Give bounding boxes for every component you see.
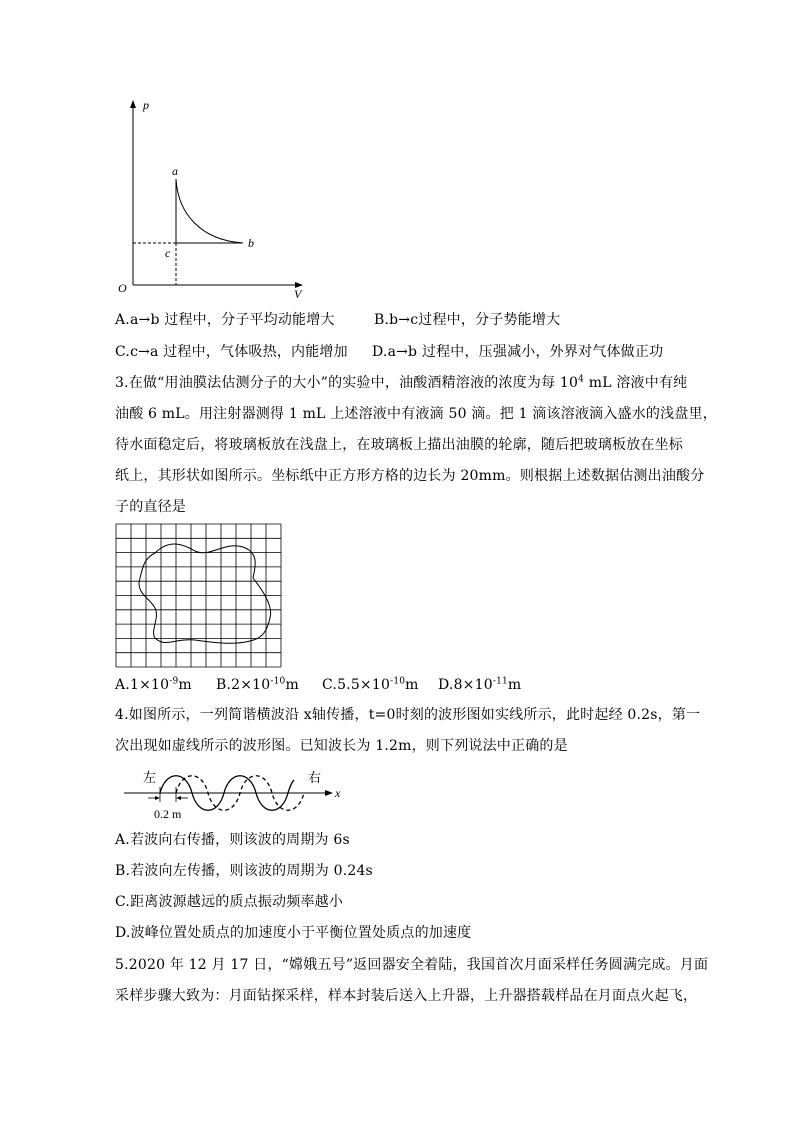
wave-shift-label: 0.2 m: [154, 807, 182, 821]
q3-line-1: [115, 373, 687, 393]
q4-option-d: D.波峰位置处质点的加速度小于平衡位置处质点的加速度: [115, 925, 472, 941]
wave-right-label: 右: [308, 770, 322, 785]
pv-graph: [110, 95, 310, 300]
q4-option-a: A.若波向右传播，则该波的周期为 6s: [115, 832, 350, 848]
point-c-label: c: [165, 246, 171, 260]
origin-label: O: [118, 281, 127, 295]
q2-option-a: A.a→b 过程中，分子平均动能增大: [115, 312, 335, 328]
point-a-label: a: [172, 164, 178, 178]
q3-line1-post: mL 溶液中有纯: [584, 375, 688, 391]
wave-figure: [120, 760, 350, 822]
q3-line-2: 油酸 6 mL。用注射器测得 1 mL 上述溶液中有液滴 50 滴。把 1 滴该溶液滴入盛水的浅盘里，: [115, 406, 717, 422]
v-axis-label: V: [294, 287, 302, 300]
q2-option-b: B.b→c过程中，分子势能增大: [374, 312, 561, 328]
q3-option-c: $C.5.5\times 10^{-10}m$: [322, 676, 419, 693]
shift-arrowhead-right: [176, 796, 181, 800]
q5-line-2: 采样步骤大致为：月面钻探采样，样本封装后送入上升器，上升器搭载样品在月面点火起飞，: [115, 988, 698, 1004]
q3-line-5: 子的直径是: [115, 499, 186, 515]
q4-option-b: B.若波向左传播，则该波的周期为 0.24s: [115, 863, 373, 879]
q2-option-d: D.a→b 过程中，压强减小，外界对气体做正功: [372, 344, 664, 360]
p-axis-label: p: [143, 98, 149, 112]
q3-line1-sup: 4: [578, 374, 585, 385]
wave-left-label: 左: [143, 770, 157, 785]
q3-line-3: 待水面稳定后，将玻璃板放在浅盘上，在玻璃板上描出油膜的轮廓，随后把玻璃板放在坐标: [115, 437, 683, 453]
q5-line-1: 5.2020 年 12 月 17 日，“嫦娥五号”返回器安全着陆，我国首次月面采样任务圆满完成。月面: [115, 957, 709, 973]
wave-x-arrow: [325, 790, 333, 796]
q3-option-a: $A.1\times 10^{-9}m$: [115, 676, 192, 693]
q3-option-b: $B.2\times 10^{-10}m$: [216, 676, 299, 693]
isotherm-curve-ab: [176, 179, 243, 243]
p-axis-arrow: [130, 100, 136, 108]
q3-line-4: 纸上，其形状如图所示。坐标纸中正方形方格的边长为 20mm。则根据上述数据估测出油酸分: [115, 468, 705, 484]
q4-line-2: 次出现如虚线所示的波形图。已知波长为 1.2m，则下列说法中正确的是: [115, 738, 568, 754]
point-b-label: b: [248, 236, 254, 250]
q4-option-c: C.距离波源越远的质点振动频率越小: [115, 894, 344, 910]
wave-x-label: x: [335, 786, 341, 800]
q3-option-d: $D.8\times 10^{-11}m$: [438, 676, 522, 693]
shift-arrowhead-left: [155, 796, 160, 800]
oil-film-grid: [115, 523, 282, 668]
q4-line-1: 4.如图所示，一列简谐横波沿 x轴传播，t=0时刻的波形图如实线所示，此时起经 0.2s，第一: [115, 707, 701, 723]
q3-line1-pre: 3.在做“用油膜法估测分子的大小”的实验中，油酸酒精溶液的浓度为每 10: [115, 375, 579, 391]
q2-option-c: C.c→a 过程中，气体吸热，内能增加: [115, 344, 348, 360]
grid-lines: [116, 524, 281, 667]
